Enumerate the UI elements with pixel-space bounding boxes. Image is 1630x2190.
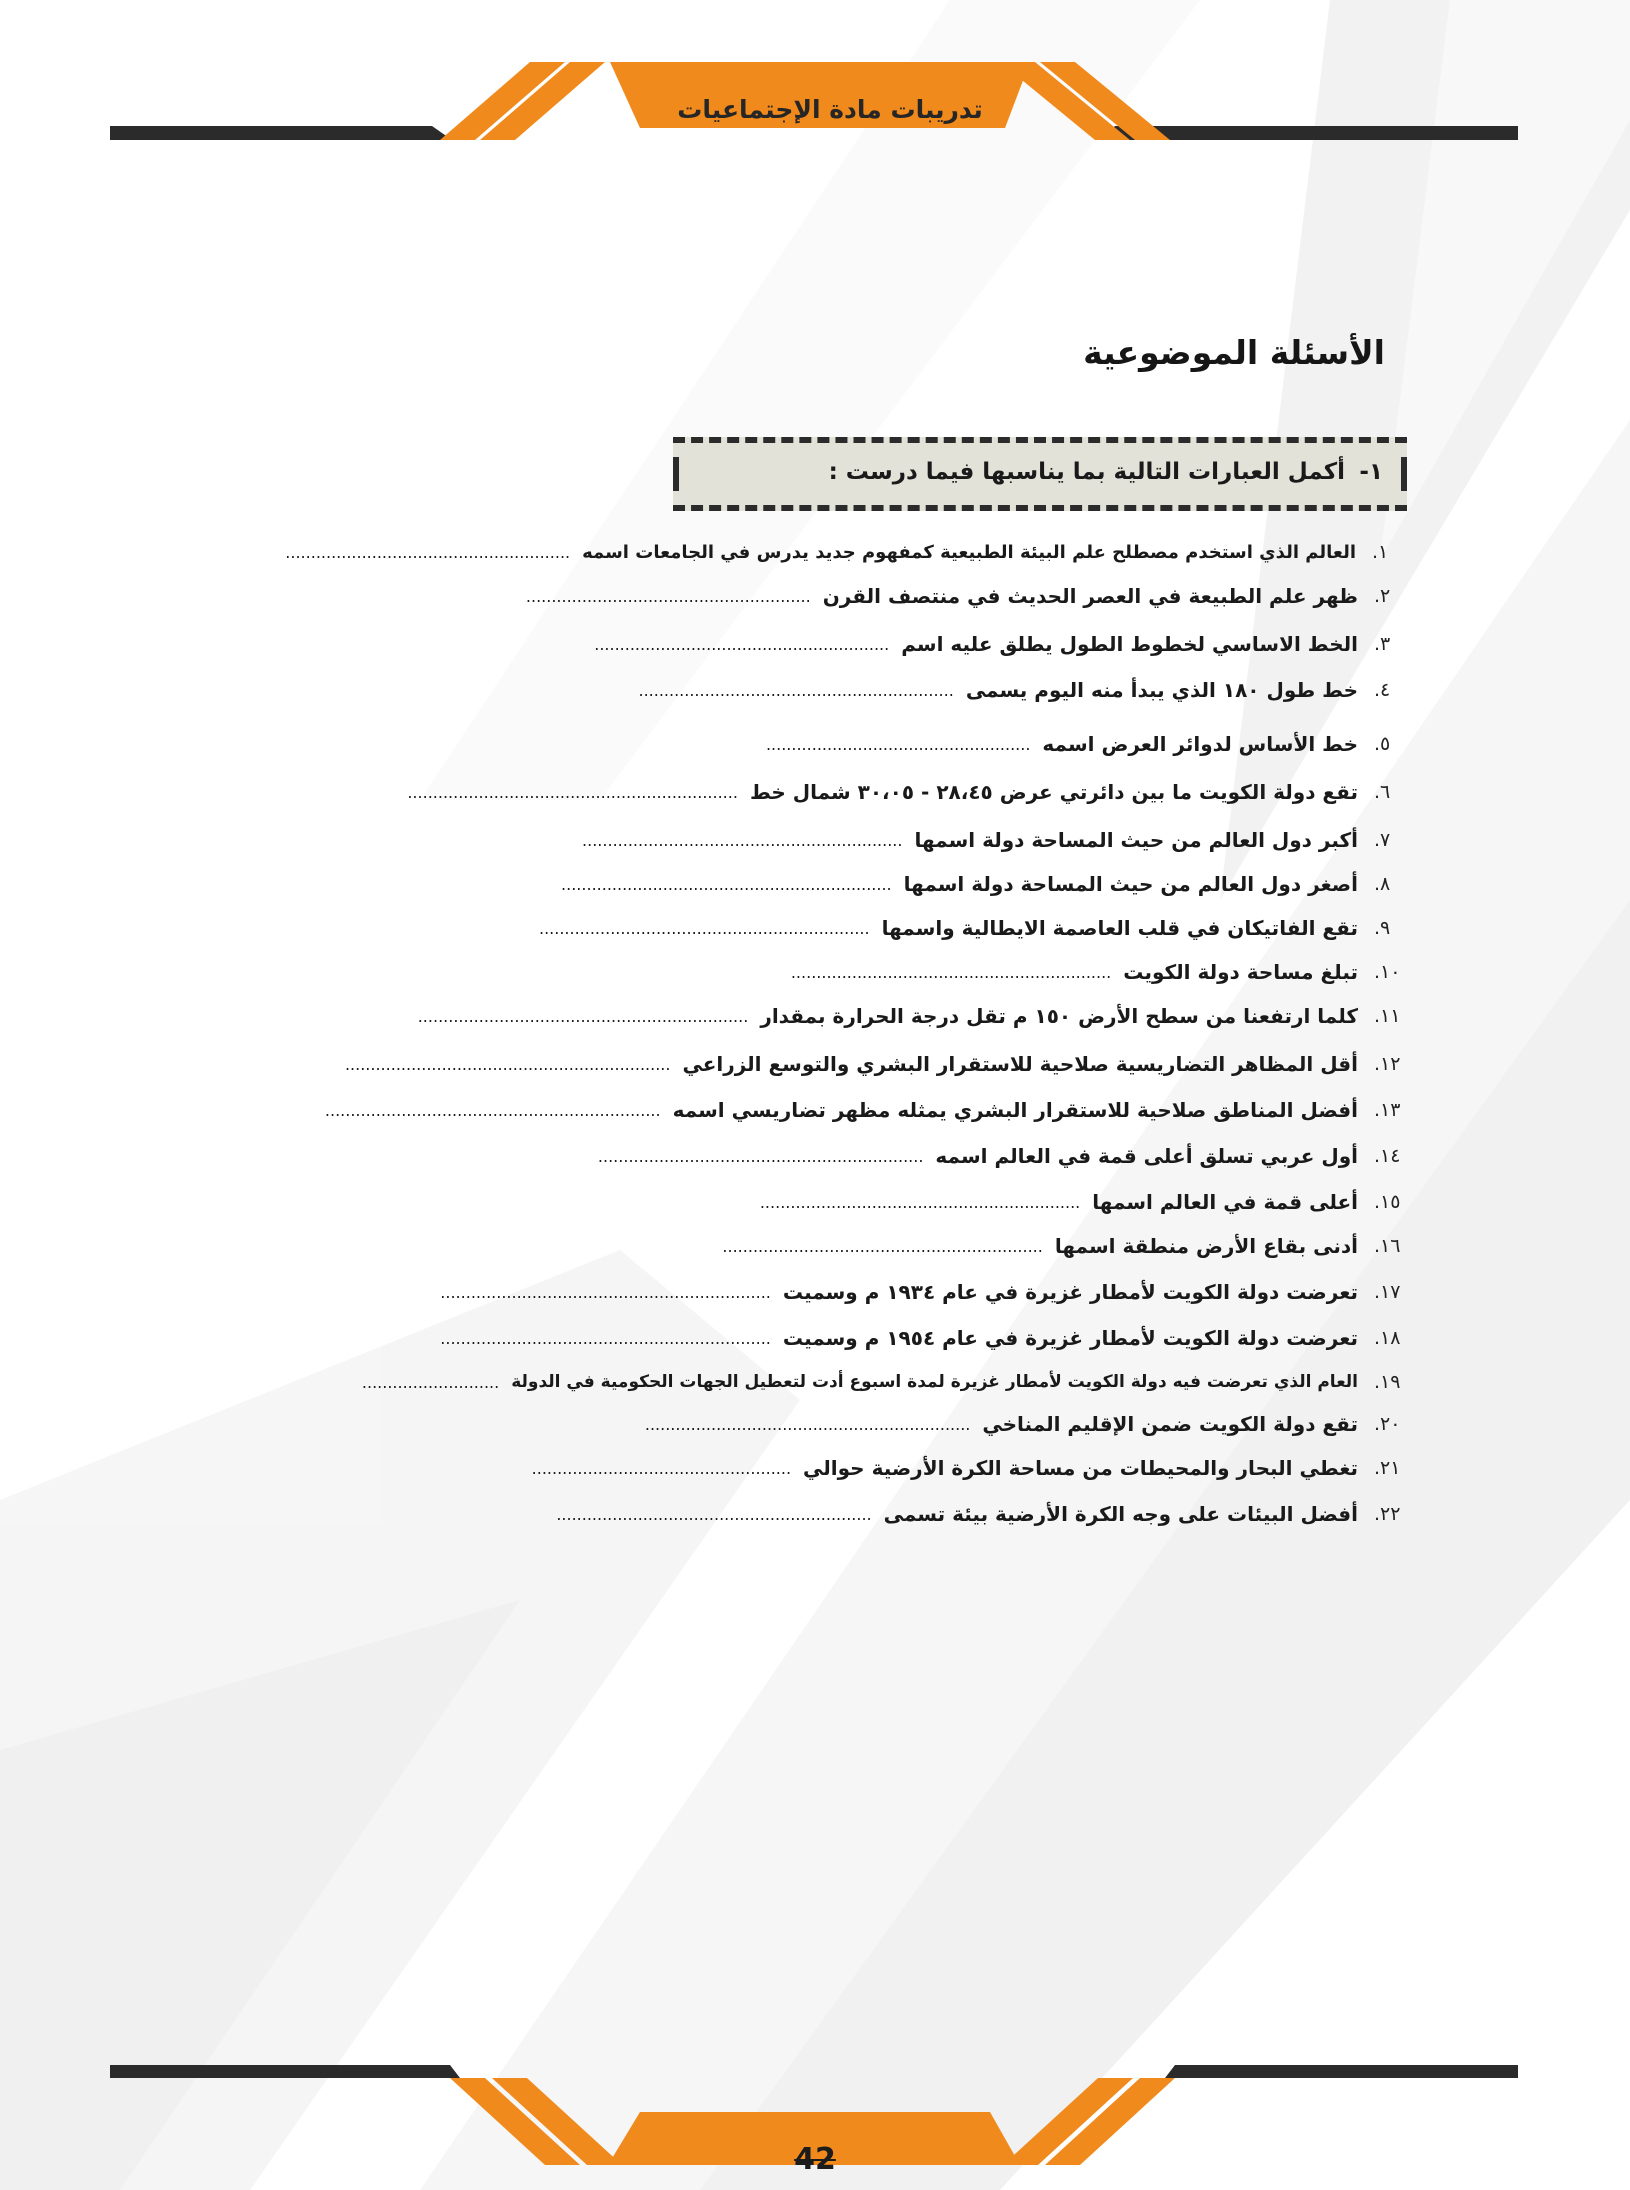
question-item <box>760 1182 1408 1222</box>
question-item <box>766 724 1408 764</box>
question-text: تغطي البحار والمحيطات من مساحة الكرة الأرضية حوالي <box>803 1456 1358 1480</box>
page-number: 42 <box>794 2142 836 2177</box>
instruction-text: أكمل العبارات التالية بما يناسبها فيما درست : <box>828 459 1345 485</box>
answer-blank[interactable]: ................................................... <box>531 1458 792 1478</box>
answer-blank[interactable]: ................................................................. <box>561 874 892 894</box>
question-text: ظهر علم الطبيعة في العصر الحديث في منتصف القرن <box>822 584 1358 608</box>
question-item <box>539 908 1408 948</box>
question-text: أعلى قمة في العالم اسمها <box>1092 1190 1358 1214</box>
question-number: ١٠. <box>1374 961 1401 983</box>
question-item <box>418 996 1408 1036</box>
answer-blank[interactable]: ................................................................. <box>538 918 870 938</box>
question-item <box>594 624 1408 664</box>
question-number: ١١. <box>1374 1005 1401 1027</box>
question-number: ١٩. <box>1374 1371 1401 1393</box>
answer-blank[interactable]: .................................................................. <box>324 1100 661 1120</box>
question-text: تعرضت دولة الكويت لأمطار غزيرة في عام ١٩٣٤ م وسميت <box>782 1280 1358 1304</box>
answer-blank[interactable]: ................................................................ <box>644 1414 971 1434</box>
answer-blank[interactable]: .................................................... <box>765 734 1031 754</box>
question-number: ١٤. <box>1374 1145 1401 1167</box>
header-title: تدريبات مادة الإجتماعيات <box>677 95 983 124</box>
question-text: تعرضت دولة الكويت لأمطار غزيرة في عام ١٩٥٤ م وسميت <box>782 1326 1358 1350</box>
question-text: العام الذي تعرضت فيه دولة الكويت لأمطار غزيرة لمدة اسبوع أدت لتعطيل الجهات الحكومية في الدولة <box>511 1372 1358 1392</box>
question-text: أفضل المناطق صلاحية للاستقرار البشري يمثله مظهر تضاريسي اسمه <box>672 1098 1358 1122</box>
question-item <box>645 1404 1408 1444</box>
question-text: كلما ارتفعنا من سطح الأرض ١٥٠ م تقل درجة الحرارة بمقدار <box>760 1004 1358 1028</box>
answer-blank[interactable]: ............................................................... <box>582 830 903 850</box>
question-number: ٢. <box>1374 585 1391 607</box>
answer-blank[interactable]: .......................................................... <box>594 634 890 654</box>
question-text: أقل المظاهر التضاريسية صلاحية للاستقرار البشري والتوسع الزراعي <box>682 1052 1358 1076</box>
question-text: خط طول ١٨٠ الذي يبدأ منه اليوم يسمى <box>965 678 1358 702</box>
question-item <box>407 772 1408 812</box>
question-text: أكبر دول العالم من حيث المساحة دولة اسمها <box>914 828 1358 852</box>
answer-blank[interactable]: ................................................................. <box>440 1328 771 1348</box>
question-item <box>561 864 1408 904</box>
question-text: أصغر دول العالم من حيث المساحة دولة اسمها <box>903 872 1358 896</box>
question-number: ٢٢. <box>1374 1503 1401 1525</box>
answer-blank[interactable]: ............................................................... <box>790 962 1112 982</box>
question-number: ١٥. <box>1374 1191 1401 1213</box>
answer-blank[interactable]: ................................................................ <box>597 1146 924 1166</box>
question-item <box>526 576 1408 616</box>
question-item <box>722 1226 1408 1266</box>
question-item <box>440 1272 1408 1312</box>
answer-blank[interactable]: ........................... <box>361 1372 500 1392</box>
question-number: ٦. <box>1374 781 1391 803</box>
question-text: تقع دولة الكويت ما بين دائرتي عرض ٢٨،٤٥ - ٣٠،٠٥ شمال خط <box>749 780 1358 804</box>
question-item <box>285 532 1406 572</box>
section-heading: الأسئلة الموضوعية <box>1083 333 1385 372</box>
question-number: ٢١. <box>1374 1457 1401 1479</box>
question-number: ٤. <box>1374 679 1391 701</box>
question-number: ١٦. <box>1374 1235 1401 1257</box>
question-number: ١٣. <box>1374 1099 1401 1121</box>
answer-blank[interactable]: ................................................................. <box>417 1006 749 1026</box>
question-item <box>598 1136 1408 1176</box>
question-text: تقع الفاتيكان في قلب العاصمة الايطالية واسمها <box>881 916 1358 940</box>
question-item <box>791 952 1408 992</box>
question-item <box>362 1362 1408 1402</box>
question-number: ١٧. <box>1374 1281 1401 1303</box>
question-text: أفضل البيئات على وجه الكرة الأرضية بيئة تسمى <box>883 1502 1358 1526</box>
answer-blank[interactable]: ................................................................. <box>407 782 738 802</box>
answer-blank[interactable]: ................................................................. <box>440 1282 771 1302</box>
question-number: ٧. <box>1374 829 1391 851</box>
question-number: ١٨. <box>1374 1327 1401 1349</box>
question-text: تبلغ مساحة دولة الكويت <box>1123 960 1358 984</box>
question-number: ١. <box>1372 541 1389 563</box>
question-text: أدنى بقاع الأرض منطقة اسمها <box>1054 1234 1358 1258</box>
question-number: ٣. <box>1374 633 1391 655</box>
question-number: ٩. <box>1374 917 1391 939</box>
question-item <box>440 1318 1408 1358</box>
answer-blank[interactable]: ........................................................ <box>285 542 571 562</box>
answer-blank[interactable]: ............................................................... <box>722 1236 1043 1256</box>
answer-blank[interactable]: .............................................................. <box>556 1504 872 1524</box>
answer-blank[interactable]: .............................................................. <box>638 680 954 700</box>
answer-blank[interactable]: ........................................................ <box>525 586 811 606</box>
question-item <box>325 1090 1408 1130</box>
answer-blank[interactable]: ............................................................... <box>759 1192 1081 1212</box>
question-item <box>532 1448 1408 1488</box>
question-number: ٨. <box>1374 873 1391 895</box>
answer-blank[interactable]: ................................................................ <box>344 1054 671 1074</box>
question-number: ١٢. <box>1374 1053 1401 1075</box>
question-text: أول عربي تسلق أعلى قمة في العالم اسمه <box>935 1144 1358 1168</box>
question-item <box>582 820 1408 860</box>
instruction-number: ١- <box>1359 459 1383 485</box>
question-number: ٢٠. <box>1374 1413 1401 1435</box>
instruction-box <box>673 437 1407 511</box>
question-item <box>638 670 1408 710</box>
question-number: ٥. <box>1374 733 1391 755</box>
question-item <box>556 1494 1408 1534</box>
question-text: خط الأساس لدوائر العرض اسمه <box>1042 732 1358 756</box>
question-text: الخط الاساسي لخطوط الطول يطلق عليه اسم <box>901 632 1358 656</box>
question-item <box>345 1044 1408 1084</box>
question-text: العالم الذي استخدم مصطلح علم البيئة الطبيعية كمفهوم جديد يدرس في الجامعات اسمه <box>582 541 1356 563</box>
question-text: تقع دولة الكويت ضمن الإقليم المناخي <box>982 1412 1358 1436</box>
